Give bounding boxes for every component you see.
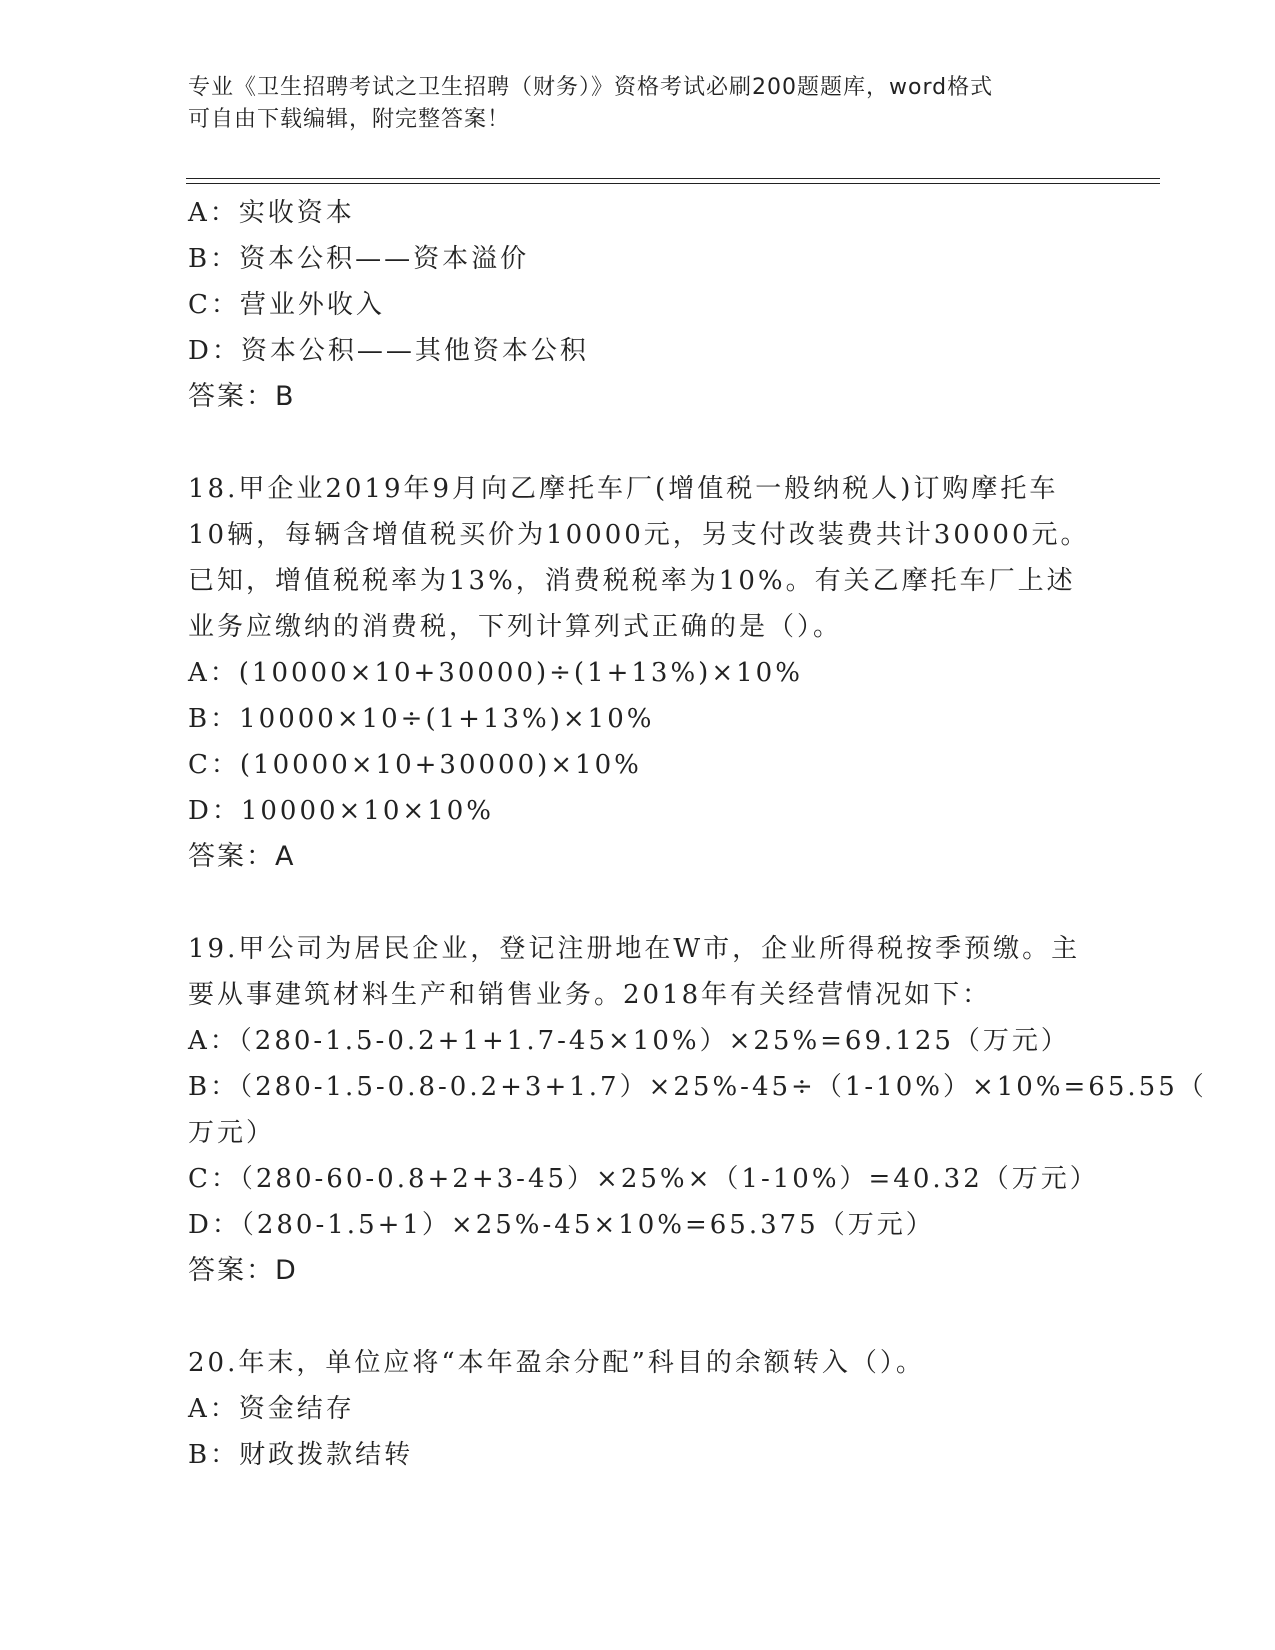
option-a: A：资金结存 — [188, 1394, 355, 1424]
question-stem-line: 10辆，每辆含增值税买价为10000元，另支付改装费共计30000元。 — [188, 520, 1090, 550]
option-b-continued: 万元） — [188, 1118, 276, 1148]
option-b: B：（280-1.5-0.8-0.2+3+1.7）×25%-45÷（1-10%）×10%=65.55（ — [188, 1072, 1207, 1102]
question-stem-line: 20.年末，单位应将“本年盈余分配”科目的余额转入（）。 — [188, 1348, 925, 1378]
option-c: C：营业外收入 — [188, 290, 385, 320]
option-a: A：实收资本 — [188, 198, 355, 228]
option-d: D：（280-1.5+1）×25%-45×10%=65.375（万元） — [188, 1210, 935, 1240]
option-b: B：资本公积——资本溢价 — [188, 244, 530, 274]
question-stem-line: 18.甲企业2019年9月向乙摩托车厂(增值税一般纳税人)订购摩托车 — [188, 474, 1059, 504]
header-rule-bottom — [186, 183, 1160, 184]
answer-line: 答案：D — [188, 1255, 298, 1286]
question-18-block — [188, 466, 1088, 880]
question-19-block — [188, 926, 1207, 1294]
option-b: B：10000×10÷(1+13%)×10% — [188, 704, 655, 734]
question-stem-line: 业务应缴纳的消费税，下列计算列式正确的是（）。 — [188, 612, 843, 642]
question-20-block — [188, 1340, 1088, 1478]
answer-line: 答案：A — [188, 841, 296, 872]
header-rule-top — [186, 178, 1160, 179]
answer-line: 答案：B — [188, 381, 296, 412]
option-d: D：10000×10×10% — [188, 796, 494, 826]
question-stem-line: 要从事建筑材料生产和销售业务。2018年有关经营情况如下： — [188, 980, 992, 1010]
option-c: C：（280-60-0.8+2+3-45）×25%×（1-10%）=40.32（万元） — [188, 1164, 1099, 1194]
header-line-1: 专业《卫生招聘考试之卫生招聘（财务）》资格考试必刷200题题库，word格式 — [188, 75, 994, 100]
document-header — [188, 72, 1068, 136]
header-line-2: 可自由下载编辑，附完整答案！ — [188, 107, 511, 132]
question-17-block — [188, 190, 1088, 420]
question-stem-line: 已知，增值税税率为13%，消费税税率为10%。有关乙摩托车厂上述 — [188, 566, 1076, 596]
question-stem-line: 19.甲公司为居民企业，登记注册地在W市，企业所得税按季预缴。主 — [188, 934, 1081, 964]
option-b: B：财政拨款结转 — [188, 1440, 414, 1470]
option-c: C：(10000×10+30000)×10% — [188, 750, 642, 780]
question-content — [188, 190, 1207, 1478]
option-a: A：（280-1.5-0.2+1+1.7-45×10%）×25%=69.125（万元） — [188, 1026, 1070, 1056]
option-d: D：资本公积——其他资本公积 — [188, 336, 589, 366]
option-a: A：(10000×10+30000)÷(1+13%)×10% — [188, 658, 803, 688]
